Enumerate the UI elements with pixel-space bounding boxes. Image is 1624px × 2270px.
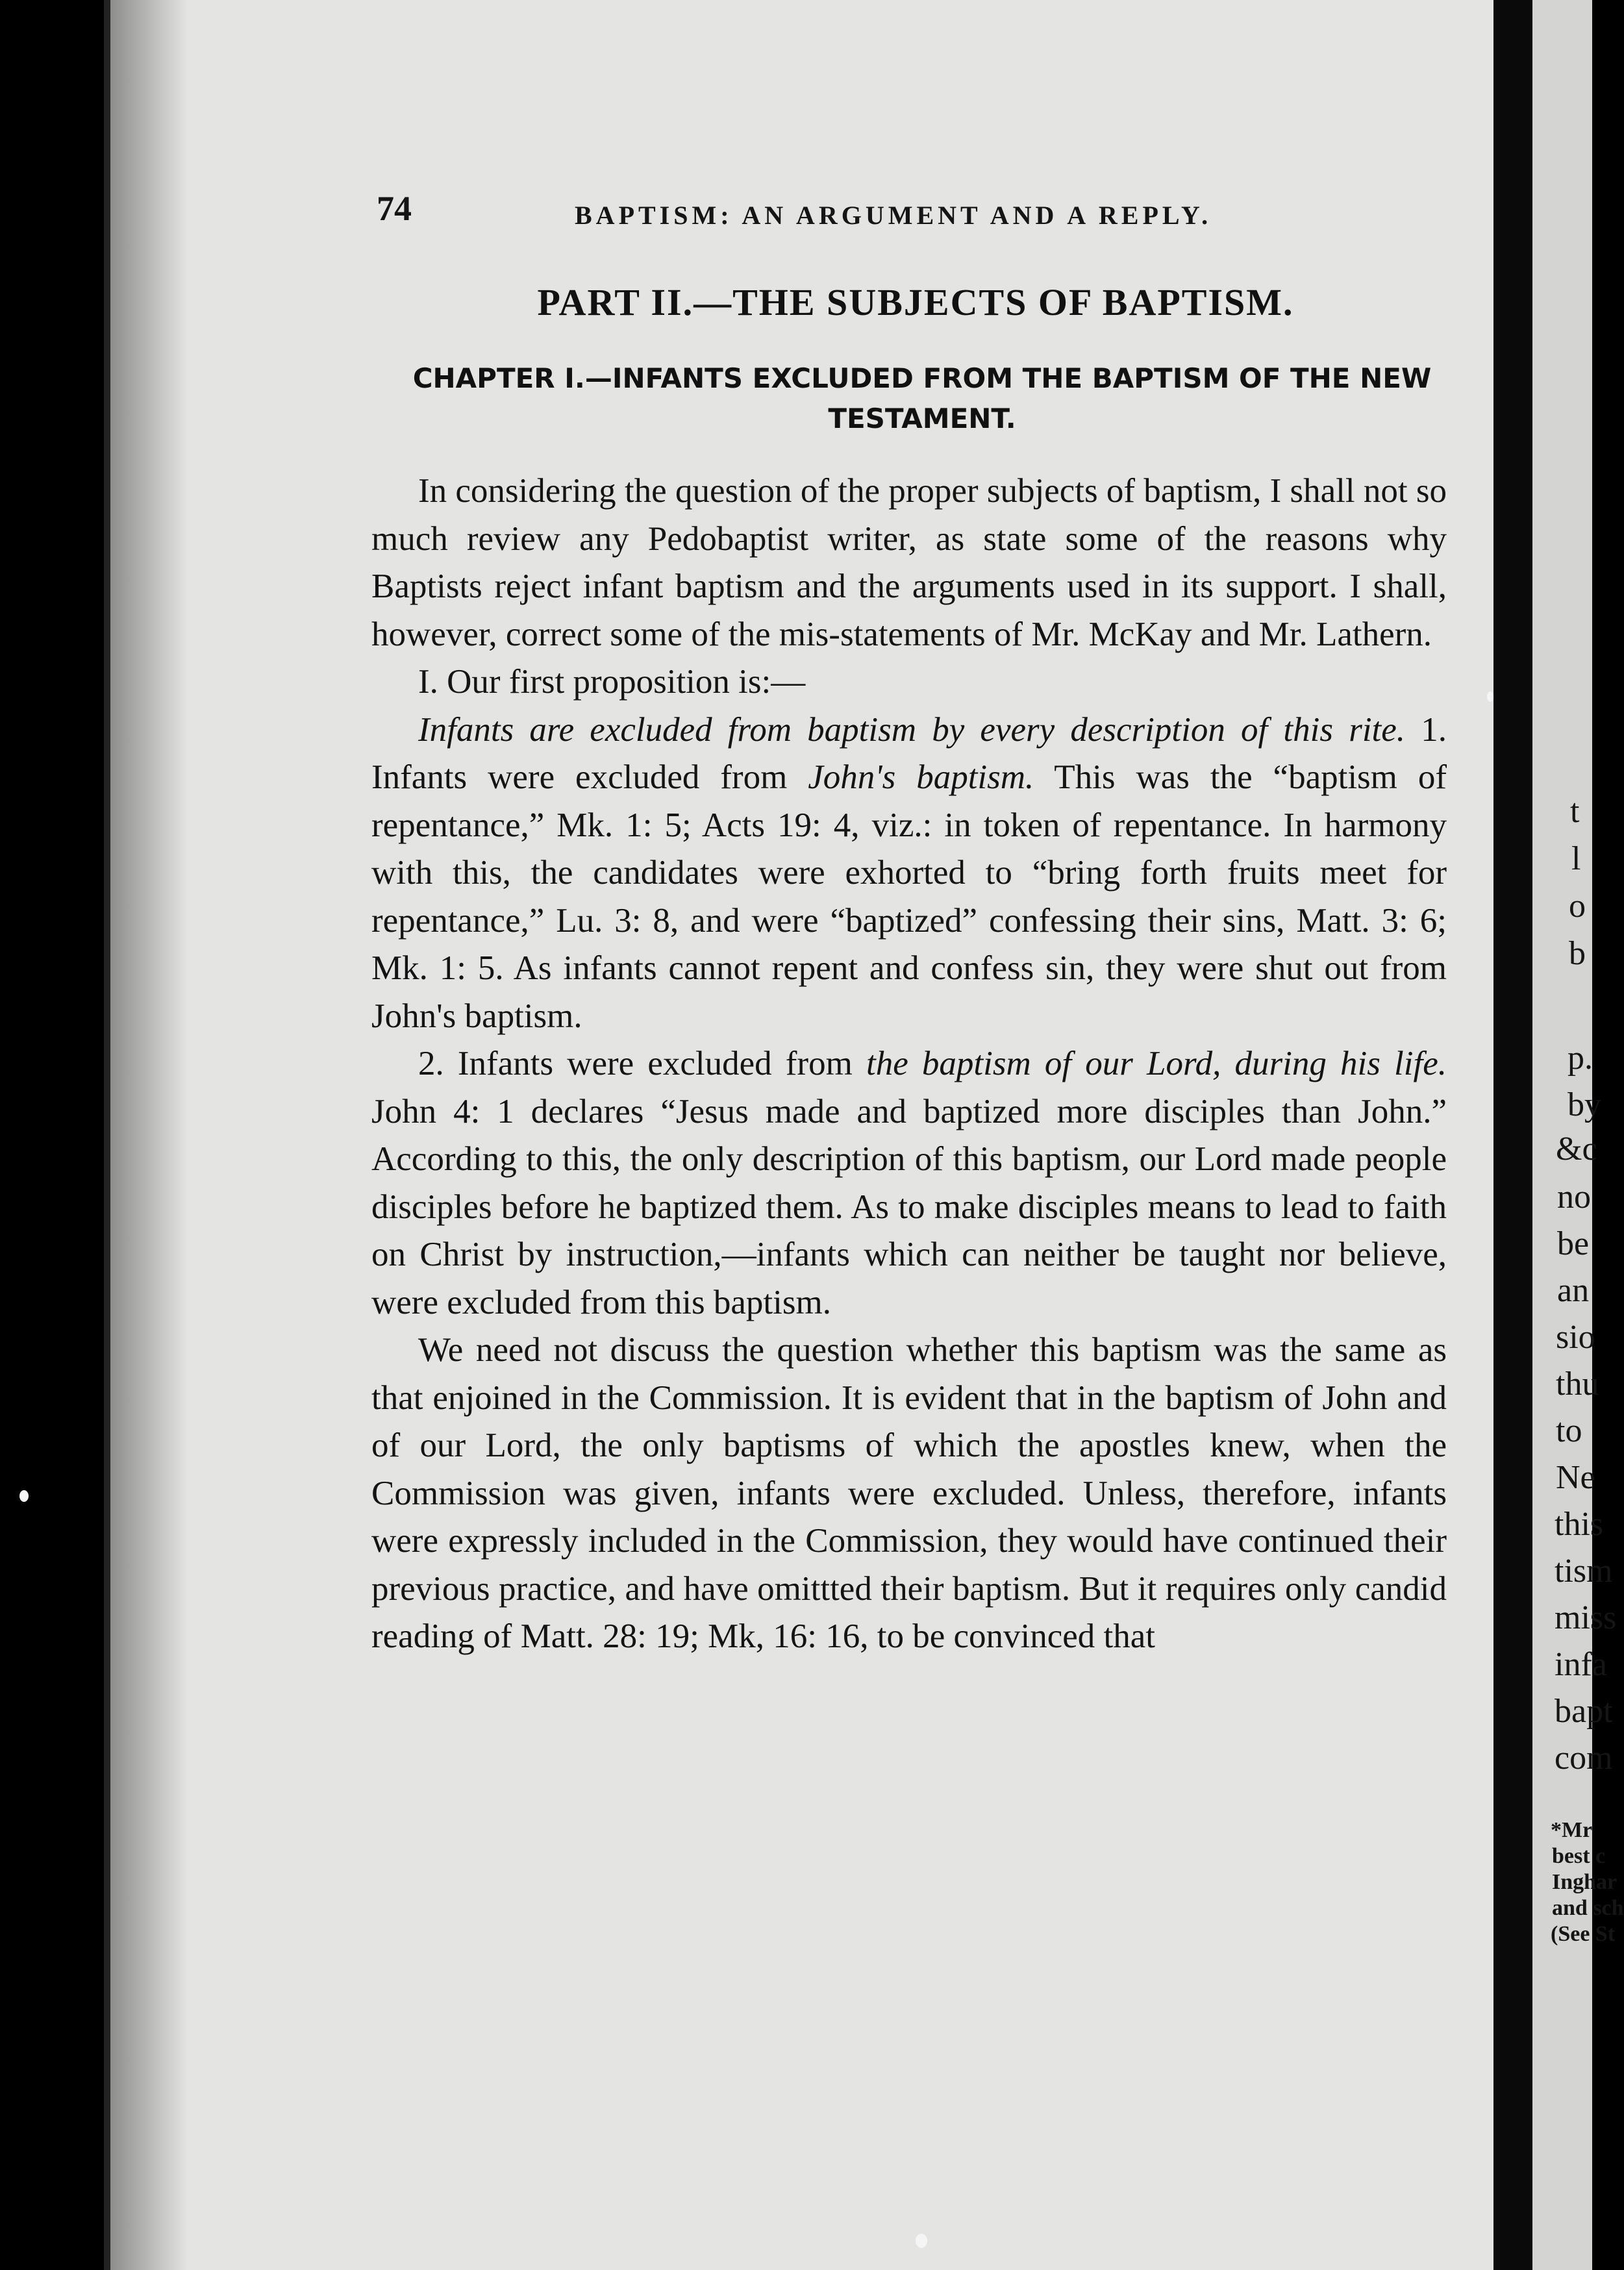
body-text — [371, 468, 1447, 1661]
facing-fragment: Ne — [1556, 1459, 1595, 1496]
facing-footnote: Inghar — [1552, 1870, 1618, 1894]
facing-fragment: p. — [1568, 1040, 1593, 1077]
facing-fragment: sio — [1556, 1319, 1595, 1356]
part-title: PART II.—THE SUBJECTS OF BAPTISM. — [537, 281, 1294, 323]
scan-speck — [916, 2234, 927, 2248]
binding-shadow — [110, 0, 188, 2270]
running-title: BAPTISM: AN ARGUMENT AND A REPLY. — [575, 201, 1212, 230]
italic-johns-baptism: John's baptism. — [808, 758, 1034, 796]
paragraph-2: I. Our first proposition is:— — [418, 663, 806, 701]
page-number: 74 — [377, 189, 412, 228]
paragraph-5: We need not discuss the question whether this baptism was the same as that enjoined in the Commission. It is evident that in the baptism of John and of our Lord, the only baptisms of which the apostles knew, when the Commission was given, infants were excluded. Unless, therefore, infants were expressly included in the Commission, they would have continued their previous practice, and have omittted their baptism. But it requires only candid reading of Matt. 28: 19; Mk, 16: 16, to be convinced that — [371, 1331, 1447, 1655]
paragraph-4-text-a: 2. Infants were excluded from — [418, 1045, 866, 1082]
facing-footnote: best c — [1552, 1844, 1606, 1868]
facing-fragment: b — [1569, 935, 1586, 972]
facing-fragment: miss — [1555, 1599, 1617, 1636]
italic-proposition: Infants are excluded from baptism by every description of this rite. — [418, 710, 1406, 749]
facing-footnote: and sch — [1552, 1896, 1624, 1920]
facing-fragment: by — [1568, 1086, 1601, 1123]
page-header — [377, 188, 1260, 240]
facing-footnote: (See St — [1551, 1922, 1616, 1946]
facing-fragment: bapt — [1555, 1693, 1613, 1730]
facing-fragment: t — [1570, 793, 1580, 830]
facing-fragment: com — [1555, 1740, 1613, 1777]
facing-fragment: thu — [1556, 1366, 1599, 1403]
paragraph-3 — [371, 706, 1447, 1041]
facing-fragment: l — [1571, 840, 1581, 877]
paragraph-3-text-a: 1. Infants were excluded from — [371, 710, 1447, 796]
paragraph-4 — [371, 1040, 1447, 1327]
scan-speck — [1487, 692, 1493, 702]
paragraph-1: In considering the question of the proper subjects of baptism, I shall not so much review any Pedobaptist writer, as state some of the reasons why Baptists reject infant baptism and the arguments used in its support. I shall, however, correct some of the mis-statements of Mr. McKay and Mr. Lathern. — [371, 472, 1447, 653]
facing-fragment: &c — [1556, 1130, 1597, 1167]
facing-footnote: *Mr — [1551, 1818, 1593, 1842]
facing-fragment: an — [1557, 1272, 1590, 1309]
facing-fragment: this — [1555, 1506, 1604, 1543]
page-gutter — [1493, 0, 1532, 2270]
scan-speck — [19, 1490, 29, 1502]
chapter-title: CHAPTER I.—INFANTS EXCLUDED FROM THE BAPTISM OF THE NEW TESTAMENT. — [412, 362, 1432, 434]
facing-fragment: infa — [1555, 1646, 1607, 1683]
facing-fragment: no — [1557, 1179, 1591, 1216]
facing-fragment: tism — [1555, 1553, 1613, 1590]
facing-fragment: to — [1556, 1412, 1582, 1449]
paragraph-4-text-b: John 4: 1 declares “Jesus made and baptized more disciples than John.” According to this, the only description of this baptism, our Lord made people disciples before he baptized them. As to make disciples means to lead to faith on Christ by instruction,—infants which can neither be taught nor believe, were excluded from this baptism. — [371, 1092, 1447, 1321]
facing-fragment: be — [1557, 1225, 1590, 1262]
paragraph-3-text-b: This was the “baptism of repentance,” Mk. 1: 5; Acts 19: 4, viz.: in token of repentance. In harmony with this, the candidates were exhorted to “bring forth fruits meet for repentance,” Lu. 3: 8, and were “baptized” confessing their sins, Matt. 3: 6; Mk. 1: 5. As infants cannot repent and confess sin, they were shut out from John's baptism. — [371, 758, 1447, 1035]
italic-lords-baptism: the baptism of our Lord, during his life. — [866, 1045, 1447, 1082]
facing-fragment: o — [1569, 888, 1586, 925]
